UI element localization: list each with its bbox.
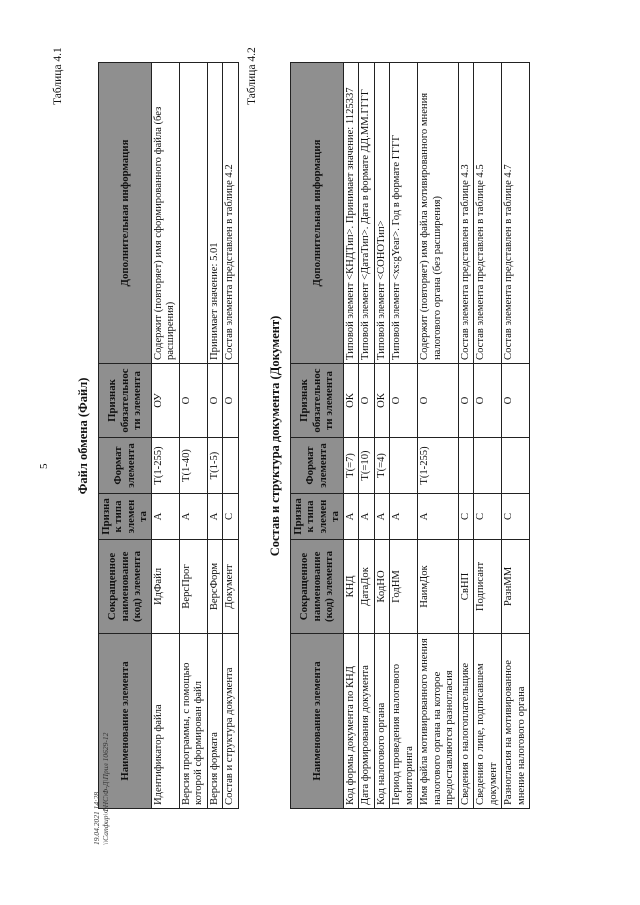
column-header: Признак типа элемента [99,494,152,540]
table-cell [474,438,502,494]
table-cell [390,438,418,494]
table-cell: ИдФайл [151,540,179,634]
table-row [151,63,179,809]
table-cell [502,438,530,494]
table-row [343,63,359,809]
table-cell: T(=4) [374,438,390,494]
table-cell: А [390,494,418,540]
table-cell: Состав и структура документа [223,634,239,809]
column-header: Сокращенное наименование (код) элемента [291,540,344,634]
footer-timestamp: 19.04.2021 14:28 [92,791,101,845]
table-cell: О [418,364,459,438]
table-cell: ОК [374,364,390,438]
table-4-1-caption: Файл обмена (Файл) [76,377,90,495]
table-cell: Период проведения налогового мониторинга [390,634,418,809]
table-cell: Типовой элемент <ДатаТип>. Дата в формате ДД.ММ.ГГГГ [359,63,375,364]
column-header: Формат элемента [291,438,344,494]
column-header: Признак типа элемента [291,494,344,540]
table-cell: Код формы документа по КНД [343,634,359,809]
table-cell: Документ [223,540,239,634]
table-row [502,63,530,809]
table-cell: СвНП [458,540,474,634]
table-cell: T(=7) [343,438,359,494]
table-cell: О [207,364,223,438]
table-row [179,63,207,809]
table-header-row [99,63,152,809]
table-4-2-label: Таблица 4.2 [246,47,258,105]
table-cell: Состав элемента представлен в таблице 4.7 [502,63,530,364]
table-cell: ВерсПрог [179,540,207,634]
table-cell: С [474,494,502,540]
table-row [458,63,474,809]
table-cell: А [343,494,359,540]
table-cell [223,438,239,494]
table-cell: О [458,364,474,438]
table-cell: ОК [343,364,359,438]
table-cell: Сведения о лице, подписавшем документ [474,634,502,809]
table-cell: А [359,494,375,540]
table-cell: С [458,494,474,540]
table-cell: КНД [343,540,359,634]
table-cell: Подписант [474,540,502,634]
table-row [418,63,459,809]
column-header: Сокращенное наименование (код) элемента [99,540,152,634]
table-cell: ДатаДок [359,540,375,634]
table-cell: О [502,364,530,438]
table-cell: Сведения о налогоплательщике [458,634,474,809]
column-header: Наименование элемента [291,634,344,809]
table-cell: T(=10) [359,438,375,494]
table-4-2-caption: Состав и структура документа (Документ) [268,315,282,557]
table-cell: А [418,494,459,540]
table-cell: О [390,364,418,438]
page-number: 5 [38,463,50,469]
table-cell: О [179,364,207,438]
table-file-exchange [98,62,239,809]
table-cell: О [474,364,502,438]
table-document-structure [290,62,530,809]
table-cell: Версия формата [207,634,223,809]
table-cell: Имя файла мотивированного мнения налогового органа на которое предоставляются разногласия [418,634,459,809]
table-cell: С [502,494,530,540]
table-cell: Состав элемента представлен в таблице 4.5 [474,63,502,364]
table-cell: Дата формирования документа [359,634,375,809]
table-cell: А [374,494,390,540]
table-cell: Содержит (повторяет) имя файла мотивированного мнения налогового органа (без расширения) [418,63,459,364]
file-footer [92,733,110,845]
table-cell: T(1-255) [151,438,179,494]
table-cell: Код налогового органа [374,634,390,809]
column-header: Признак обязательности элемента [291,364,344,438]
table-cell: О [223,364,239,438]
footer-path: \\Сапфир\ФНС\Ф-Д\Прил 10629-12 [101,732,110,845]
table-cell: Принимает значение: 5.01 [207,63,223,364]
table-cell: ОУ [151,364,179,438]
column-header: Признак обязательности элемента [99,364,152,438]
table-row [359,63,375,809]
column-header: Наименование элемента [99,634,152,809]
table-cell: А [207,494,223,540]
column-header: Формат элемента [99,438,152,494]
table-cell: Содержит (повторяет) имя сформированного файла (без расширения) [151,63,179,364]
table-row [374,63,390,809]
table-cell: О [359,364,375,438]
table-cell: ГодНМ [390,540,418,634]
table-4-1-label: Таблица 4.1 [52,47,64,105]
table-cell: РазнММ [502,540,530,634]
column-header: Дополнительная информация [99,63,152,364]
table-cell: А [151,494,179,540]
table-cell: T(1-5) [207,438,223,494]
table-cell: Типовой элемент <СОНОТип> [374,63,390,364]
table-row [207,63,223,809]
table-cell: Идентификатор файла [151,634,179,809]
table-cell: С [223,494,239,540]
table-cell: Разногласия на мотивированное мнение налогового органа [502,634,530,809]
table-header-row [291,63,344,809]
table-cell: НаимДок [418,540,459,634]
table-row [223,63,239,809]
table-cell: КодНО [374,540,390,634]
table-cell: Состав элемента представлен в таблице 4.3 [458,63,474,364]
table-cell: ВерсФорм [207,540,223,634]
table-cell: T(1-255) [418,438,459,494]
table-cell [458,438,474,494]
table-cell: Типовой элемент <xs:gYear>. Год в формате ГГГГ [390,63,418,364]
table-row [474,63,502,809]
table-cell: Типовой элемент <КНДТип>. Принимает значение: 1125337 [343,63,359,364]
table-cell [179,63,207,364]
table-cell: Состав элемента представлен в таблице 4.2 [223,63,239,364]
column-header: Дополнительная информация [291,63,344,364]
table-cell: T(1-40) [179,438,207,494]
table-row [390,63,418,809]
table-cell: А [179,494,207,540]
table-cell: Версия программы, с помощью которой сформирован файл [179,634,207,809]
